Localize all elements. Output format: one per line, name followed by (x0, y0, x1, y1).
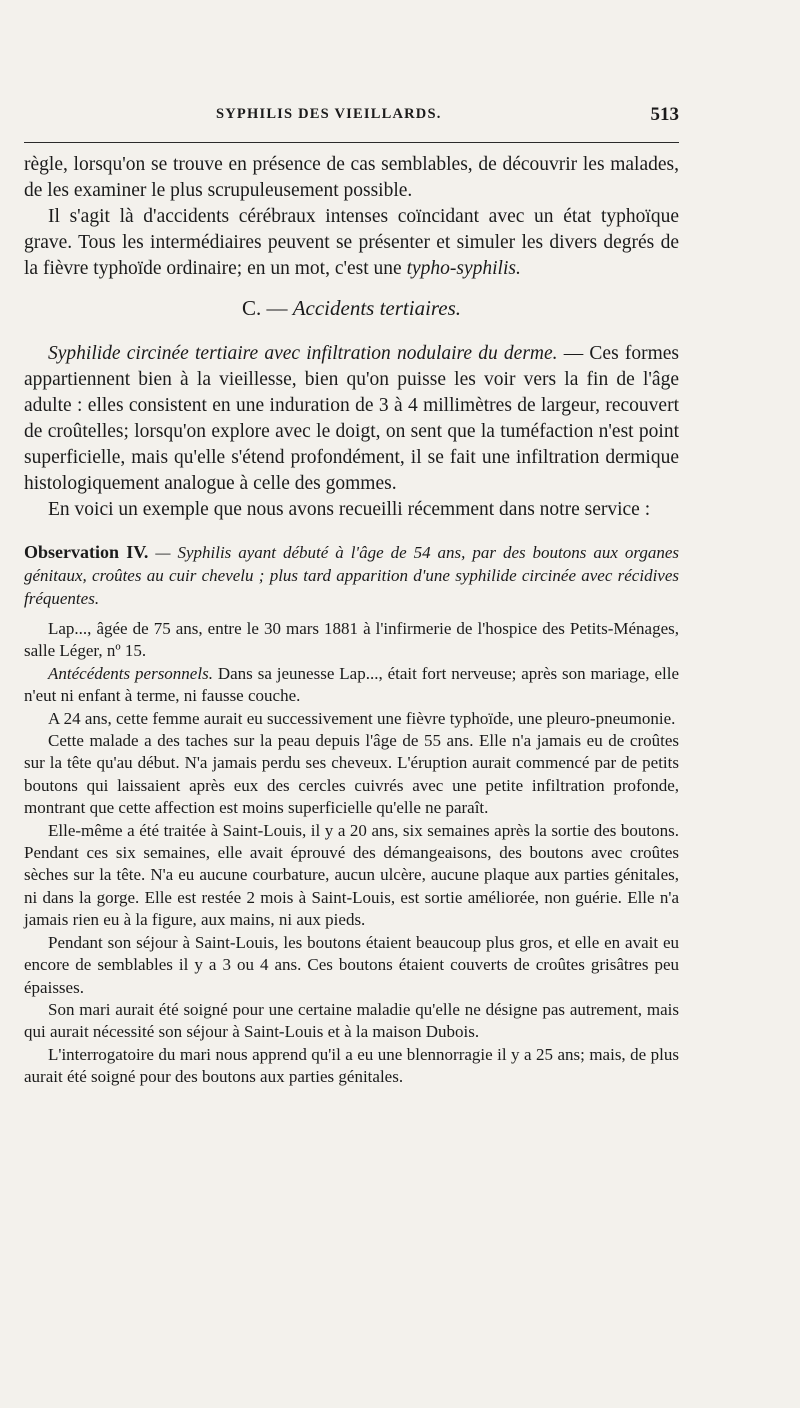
observation-paragraph: Pendant son séjour à Saint-Louis, les boutons étaient beaucoup plus gros, et elle en avait eu encore de semblables il y a 3 ou 4 ans. Ces boutons étaient couverts de croûtes grisâtres peu épaisses. (24, 932, 679, 997)
page-number: 513 (650, 104, 679, 125)
observation-paragraph: Antécédents personnels. Dans sa jeunesse Lap..., était fort nerveuse; après son mariage, elle n'eut ni enfant à terme, ni fausse couche. (24, 663, 679, 706)
paragraph: Syphilide circinée tertiaire avec infiltration nodulaire du derme. — Ces formes appartiennent bien à la vieillesse, bien qu'on puisse les voir vers la fin de l'âge adulte : elles consistent en une induration de 3 à 4 millimètres de largeur, recouvert de croûtelles; lorsqu'on explore avec le doigt, on sent que la tuméfaction n'est point superficielle, mais qu'elle s'étend profondément, il se fait une infiltration dermique histologiquement analogue à celle des gommes. (24, 343, 679, 494)
observation-paragraph: A 24 ans, cette femme aurait eu successivement une fièvre typhoïde, une pleuro-pneumonie. (48, 708, 676, 728)
paragraph: Il s'agit là d'accidents cérébraux intenses coïncidant avec un état typhoïque grave. Tous les intermédiaires peuvent se présenter et simuler les divers degrés de la fièvre typhoïde ordinaire; en un mot, c'est une typho-syphilis. (24, 206, 679, 279)
header-rule (24, 142, 679, 143)
observation-paragraph: Cette malade a des taches sur la peau depuis l'âge de 55 ans. Elle n'a jamais eu de croûtes sur la tête qu'au début. N'a jamais perdu ses cheveux. L'éruption aurait commencé par de petits boutons qui laissaient après eux des cercles cuivrés avec une petite infiltration profonde, montrant que cette affection est moins superficielle qu'elle ne paraît. (24, 731, 679, 818)
paragraph: En voici un exemple que nous avons recueilli récemment dans notre service : (48, 499, 651, 520)
page-header (24, 106, 679, 128)
observation-paragraph: Lap..., âgée de 75 ans, entre le 30 mars 1881 à l'infirmerie de l'hospice des Petits-Ménages, salle Léger, nº 15. (24, 619, 679, 661)
observation-paragraph: Son mari aurait été soigné pour une certaine maladie qu'elle ne désigne pas autrement, mais qui aurait nécessité son séjour à Saint-Louis et à la maison Dubois. (24, 999, 679, 1042)
paragraph: règle, lorsqu'on se trouve en présence de cas semblables, de découvrir les malades, de les examiner le plus scrupuleusement possible. (24, 154, 679, 201)
section-heading: C. — Accidents tertiaires. (241, 296, 462, 320)
observation-paragraph: Elle-même a été traitée à Saint-Louis, il y a 20 ans, six semaines après la sortie des boutons. Pendant ces six semaines, elle avait éprouvé des démangeaisons, des boutons avec croûtes sèches sur la tête. N'a eu aucune courbature, aucun ulcère, aucune plaque aux parties génitales, ni dans la gorge. Elle est restée 2 mois à Saint-Louis, est sortie améliorée, non guérie. Elle n'a jamais rien eu à la figure, aux mains, ni aux pieds. (24, 820, 679, 930)
observation-title: Observation IV. — Syphilis ayant débuté à l'âge de 54 ans, par des boutons aux organes génitaux, croûtes au cuir chevelu ; plus tard apparition d'une syphilide circinée avec récidives fréquentes. (24, 542, 680, 608)
observation-paragraph: L'interrogatoire du mari nous apprend qu'il a eu une blennorragie il y a 25 ans; mais, de plus aurait été soigné pour des boutons aux parties génitales. (24, 1044, 679, 1087)
running-title: SYPHILIS DES VIEILLARDS. (216, 106, 442, 122)
body-text (24, 152, 679, 1089)
